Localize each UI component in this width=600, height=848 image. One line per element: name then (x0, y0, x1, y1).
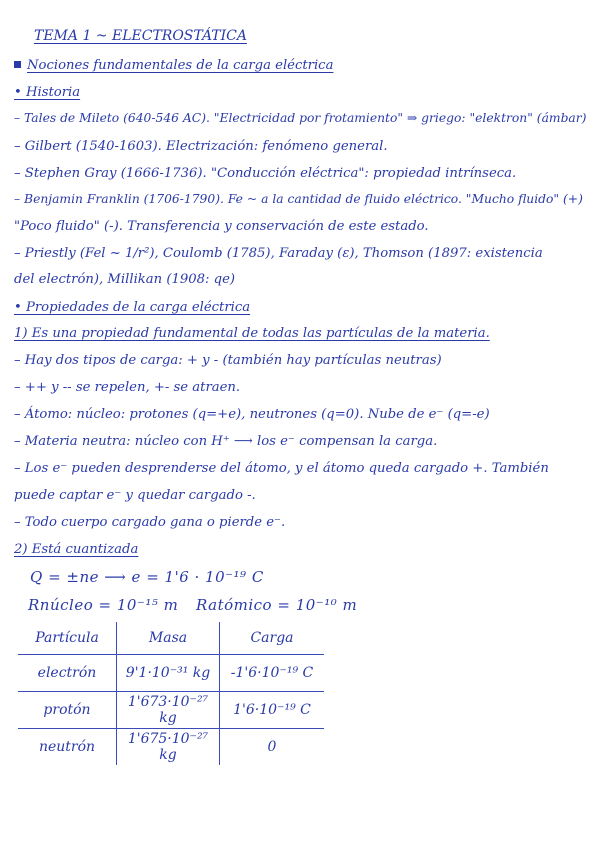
table-cell: -1'6·10⁻¹⁹ C (220, 655, 325, 692)
table-row (18, 655, 324, 692)
properties-heading: • Propiedades de la carga eléctrica (14, 300, 251, 315)
property-line: – Los e⁻ pueden desprenderse del átomo, y el átomo queda cargado +. También (14, 461, 549, 476)
property-line: – Hay dos tipos de carga: + y - (también hay partículas neutras) (14, 353, 442, 368)
quantization-formula: Q = ±ne ⟶ e = 1'6 · 10⁻¹⁹ C (30, 568, 264, 586)
table-cell: 1'673·10⁻²⁷ kg (117, 692, 220, 729)
table-header: Masa (117, 622, 220, 655)
section-heading-text: Nociones fundamentales de la carga eléctrica (27, 58, 334, 73)
section-heading (14, 58, 333, 73)
history-line: "Poco fluido" (-). Transferencia y conservación de este estado. (14, 219, 429, 234)
history-line: – Benjamin Franklin (1706-1790). Fe ~ a la cantidad de fluido eléctrico. "Mucho fluido" (+) (14, 192, 583, 206)
table-header: Partícula (18, 622, 117, 655)
table-header-row (18, 622, 324, 655)
table-cell: 1'675·10⁻²⁷ kg (117, 729, 220, 766)
table-row (18, 729, 324, 766)
property-line: 2) Está cuantizada (14, 542, 139, 557)
history-line: – Tales de Mileto (640-546 AC). "Electricidad por frotamiento" ⇒ griego: "elektron" (ámbar) (14, 111, 587, 125)
particle-table (18, 622, 324, 765)
property-line: puede captar e⁻ y quedar cargado -. (14, 488, 256, 503)
table-cell: neutrón (18, 729, 117, 766)
table-cell: electrón (18, 655, 117, 692)
table-cell: 0 (220, 729, 325, 766)
atomic-radius: Ratómico = 10⁻¹⁰ m (196, 596, 358, 614)
table-row (18, 692, 324, 729)
history-heading: • Historia (14, 85, 81, 100)
square-bullet-icon (14, 61, 21, 68)
table-header: Carga (220, 622, 325, 655)
page-title: TEMA 1 ~ ELECTROSTÁTICA (34, 28, 247, 44)
table-cell: 9'1·10⁻³¹ kg (117, 655, 220, 692)
property-line: – Átomo: núcleo: protones (q=+e), neutrones (q=0). Nube de e⁻ (q=-e) (14, 407, 490, 422)
nucleus-radius: Rnúcleo = 10⁻¹⁵ m (28, 596, 179, 614)
history-line: – Stephen Gray (1666-1736). "Conducción eléctrica": propiedad intrínseca. (14, 166, 517, 181)
history-line: – Priestly (Fel ~ 1/r²), Coulomb (1785), Faraday (ε), Thomson (1897: existencia (14, 246, 543, 261)
table-cell: protón (18, 692, 117, 729)
property-line: 1) Es una propiedad fundamental de todas las partículas de la materia. (14, 326, 490, 341)
property-line: – Materia neutra: núcleo con H⁺ ⟶ los e⁻ compensan la carga. (14, 434, 438, 449)
history-line: del electrón), Millikan (1908: qe) (14, 272, 236, 287)
property-line: – ++ y -- se repelen, +- se atraen. (14, 380, 241, 395)
property-line: – Todo cuerpo cargado gana o pierde e⁻. (14, 515, 286, 530)
table-cell: 1'6·10⁻¹⁹ C (220, 692, 325, 729)
history-line: – Gilbert (1540-1603). Electrización: fenómeno general. (14, 139, 388, 154)
